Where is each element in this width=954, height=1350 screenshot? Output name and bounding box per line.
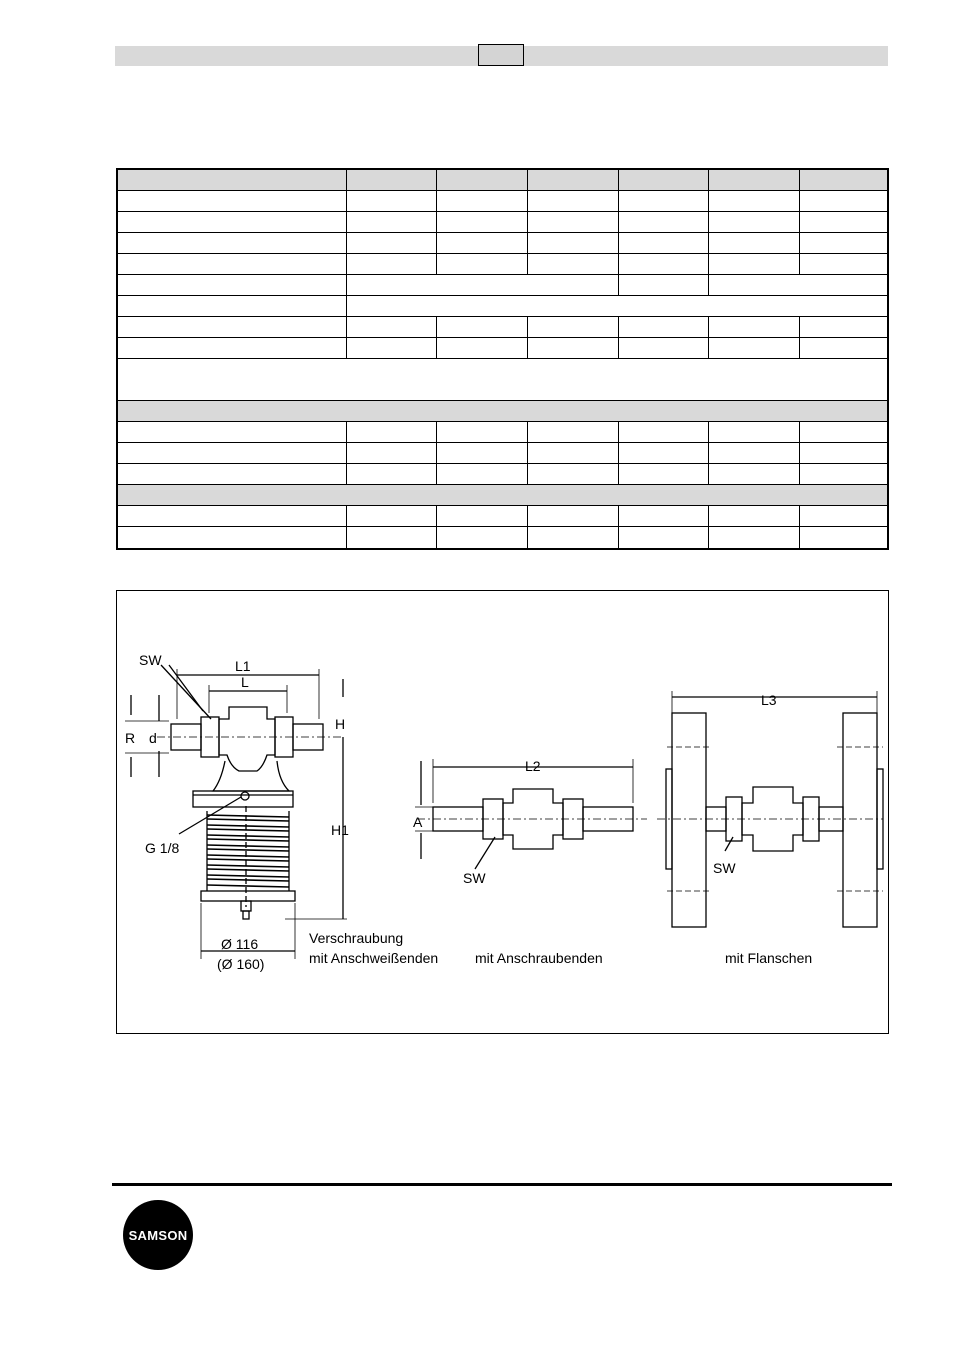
table-cell [527,464,528,484]
table-cell [708,212,709,232]
page-number-box [478,44,524,66]
table-row [118,485,887,506]
label-l3: L3 [761,692,777,708]
table-cell [436,506,437,526]
table-cell [799,254,800,274]
table-cell [346,254,347,274]
table-row [118,254,887,275]
label-h1: H1 [331,822,349,838]
table-cell [708,170,709,190]
table-cell [346,233,347,253]
label-a: A [413,814,423,830]
table-cell [708,443,709,463]
table-cell [618,422,619,442]
table-cell [799,191,800,211]
table-cell [346,170,347,190]
table-cell [618,275,619,295]
table-cell [346,317,347,337]
table-row [118,317,887,338]
table-cell [436,527,437,548]
label-sw: SW [139,652,162,668]
table-row [118,233,887,254]
table-cell [618,506,619,526]
caption-threaded: mit Anschraubenden [475,950,603,966]
footer-rule [112,1183,892,1186]
table-row [118,296,887,317]
table-cell [708,464,709,484]
table-cell [346,443,347,463]
label-dia: Ø 116 [221,936,259,952]
table-cell [618,464,619,484]
table-row [118,338,887,359]
table-cell [799,506,800,526]
table-cell [436,464,437,484]
table-cell [436,422,437,442]
table-cell [708,275,709,295]
table-cell [618,233,619,253]
table-row [118,464,887,485]
drawing-svg [117,591,888,1033]
table-cell [618,170,619,190]
table-cell [346,296,347,316]
table-cell [346,422,347,442]
table-cell [436,254,437,274]
label-r: R [125,730,136,746]
table-cell [799,338,800,358]
table-cell [618,212,619,232]
table-cell [527,443,528,463]
table-cell [799,443,800,463]
table-cell [618,527,619,548]
table-cell [527,338,528,358]
table-cell [799,464,800,484]
table-cell [436,170,437,190]
table-cell [346,506,347,526]
table-cell [799,170,800,190]
caption-flanged: mit Flanschen [725,950,813,966]
table-cell [346,527,347,548]
caption-screw-2: mit Anschweißenden [309,950,439,966]
table-cell [436,443,437,463]
table-row [118,506,887,527]
label-l2: L2 [525,758,541,774]
table-row [118,170,887,191]
table-cell [527,212,528,232]
table-cell [527,254,528,274]
table-cell [527,170,528,190]
table-cell [346,338,347,358]
table-cell [799,527,800,548]
table-cell [708,527,709,548]
caption-screw-1: Verschraubung [309,930,404,946]
label-g18: G 1/8 [145,840,180,856]
table-cell [346,275,347,295]
table-cell [618,443,619,463]
table-cell [436,212,437,232]
table-cell [527,506,528,526]
samson-logo [123,1200,193,1270]
table-cell [346,464,347,484]
table-cell [527,233,528,253]
logo-text: SAMSON [128,1227,188,1243]
table-cell [527,527,528,548]
spec-table [116,168,889,550]
label-h: H [335,716,346,732]
table-cell [799,422,800,442]
table-cell [527,191,528,211]
table-cell [436,233,437,253]
table-cell [436,338,437,358]
table-cell [346,191,347,211]
table-cell [618,317,619,337]
table-row [118,212,887,233]
table-cell [799,317,800,337]
table-row [118,422,887,443]
table-row [118,275,887,296]
table-row [118,359,887,401]
table-cell [708,254,709,274]
table-cell [799,212,800,232]
table-cell [708,233,709,253]
table-cell [346,212,347,232]
dimension-drawing [116,590,889,1034]
label-sw3: SW [713,860,736,876]
table-cell [618,338,619,358]
table-cell [618,254,619,274]
table-row [118,443,887,464]
table-cell [708,422,709,442]
label-dia2: (Ø 160) [217,956,265,972]
table-cell [708,338,709,358]
label-l: L [241,674,249,690]
table-row [118,191,887,212]
table-cell [708,506,709,526]
table-cell [527,422,528,442]
table-cell [436,191,437,211]
table-cell [799,233,800,253]
table-cell [708,317,709,337]
label-l1: L1 [235,658,251,674]
table-cell [618,191,619,211]
table-cell [708,191,709,211]
label-sw2: SW [463,870,486,886]
table-row [118,527,887,548]
table-cell [527,317,528,337]
label-d: d [149,730,157,746]
table-row [118,401,887,422]
table-cell [436,317,437,337]
